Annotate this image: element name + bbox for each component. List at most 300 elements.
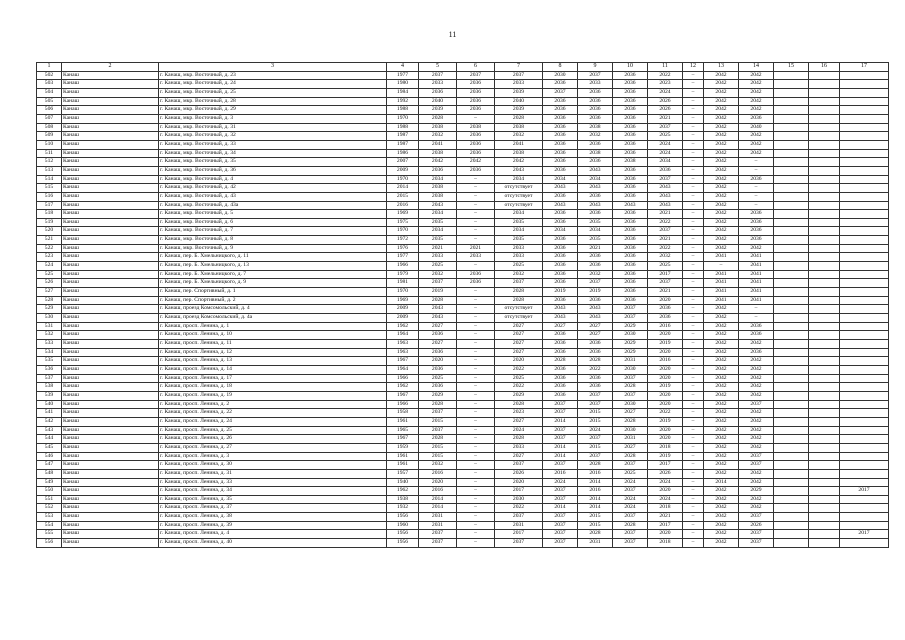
cell-col-3: г. Канаш, мкр. Восточный, д. 4 [159,175,387,184]
cell-col-2: Канаш [62,218,159,227]
cell-col-14: 2041 [739,270,774,279]
cell-col-10: 2036 [613,227,648,236]
table-row [37,80,889,89]
cell-col-11: 2017 [648,270,683,279]
header-cell-9: 9 [578,63,613,72]
cell-col-4: 1969 [387,210,419,219]
cell-col-17 [840,305,889,314]
cell-col-10: 2036 [613,132,648,141]
cell-col-2: Канаш [62,357,159,366]
cell-col-1: 547 [37,461,62,470]
cell-col-12: – [683,391,704,400]
cell-col-14: 2042 [739,140,774,149]
cell-col-13: 2042 [704,409,739,418]
cell-col-10: 2028 [613,521,648,530]
cell-col-7: отсутствует [495,305,543,314]
cell-col-3: г. Канаш, просп. Ленина, д. 35 [159,495,387,504]
cell-col-15 [774,296,809,305]
cell-col-16 [809,426,840,435]
cell-col-7: 2027 [495,331,543,340]
cell-col-14: – [739,314,774,323]
cell-col-9: 2036 [578,296,613,305]
cell-col-11: 2020 [648,530,683,539]
cell-col-11: 2019 [648,417,683,426]
cell-col-12: – [683,452,704,461]
cell-col-11: 2018 [648,504,683,513]
cell-col-3: г. Канаш, просп. Ленина, д. 17 [159,374,387,383]
cell-col-7: 2038 [495,149,543,158]
cell-col-15 [774,270,809,279]
cell-col-1: 524 [37,262,62,271]
cell-col-4: 1962 [387,487,419,496]
cell-col-15 [774,426,809,435]
cell-col-2: Канаш [62,71,159,80]
cell-col-4: 1969 [387,296,419,305]
cell-col-12: – [683,132,704,141]
cell-col-3: г. Канаш, пер. Б. Хмельницкого, д. 7 [159,270,387,279]
cell-col-15 [774,452,809,461]
cell-col-1: 506 [37,106,62,115]
cell-col-9: 2022 [578,365,613,374]
cell-col-14: 2037 [739,530,774,539]
cell-col-9: 2021 [578,244,613,253]
cell-col-7: 2025 [495,262,543,271]
cell-col-1: 528 [37,296,62,305]
cell-col-8: 2030 [543,71,578,80]
cell-col-17 [840,469,889,478]
cell-col-14: 2042 [739,435,774,444]
cell-col-3: г. Канаш, пер. Б. Хмельницкого, д. 11 [159,253,387,262]
cell-col-1: 514 [37,175,62,184]
cell-col-17 [840,452,889,461]
cell-col-9: 2043 [578,166,613,175]
cell-col-4: 1979 [387,270,419,279]
cell-col-13: 2041 [704,253,739,262]
cell-col-6: – [457,374,495,383]
cell-col-1: 555 [37,530,62,539]
cell-col-16 [809,340,840,349]
cell-col-10: 2030 [613,331,648,340]
cell-col-1: 531 [37,322,62,331]
cell-col-14: 2041 [739,279,774,288]
cell-col-16 [809,383,840,392]
cell-col-13: 2042 [704,132,739,141]
cell-col-6: – [457,331,495,340]
table-row [37,521,889,530]
cell-col-6: – [457,192,495,201]
cell-col-16 [809,331,840,340]
cell-col-5: 2027 [419,340,457,349]
cell-col-14: 2041 [739,253,774,262]
cell-col-9: 2015 [578,513,613,522]
cell-col-7: 2020 [495,478,543,487]
cell-col-6: 2036 [457,106,495,115]
cell-col-11: 2022 [648,71,683,80]
cell-col-9: 2036 [578,383,613,392]
cell-col-6: 2042 [457,158,495,167]
cell-col-17 [840,513,889,522]
cell-col-15 [774,175,809,184]
cell-col-17 [840,71,889,80]
cell-col-2: Канаш [62,478,159,487]
cell-col-17 [840,504,889,513]
cell-col-11: 2024 [648,495,683,504]
cell-col-8: 2036 [543,80,578,89]
cell-col-1: 519 [37,218,62,227]
cell-col-9: 2028 [578,357,613,366]
cell-col-17 [840,80,889,89]
cell-col-9: 2038 [578,123,613,132]
cell-col-3: г. Канаш, просп. Ленина, д. 24 [159,417,387,426]
cell-col-6: – [457,391,495,400]
cell-col-11: 2022 [648,218,683,227]
cell-col-7: 2033 [495,80,543,89]
cell-col-13: 2042 [704,539,739,548]
cell-col-15 [774,443,809,452]
cell-col-13: 2042 [704,236,739,245]
cell-col-15 [774,166,809,175]
cell-col-15 [774,201,809,210]
cell-col-15 [774,461,809,470]
cell-col-17 [840,244,889,253]
cell-col-9: 2037 [578,279,613,288]
table-row [37,314,889,323]
cell-col-15 [774,504,809,513]
cell-col-5: 2038 [419,123,457,132]
cell-col-12: – [683,114,704,123]
cell-col-1: 545 [37,443,62,452]
cell-col-13: 2042 [704,80,739,89]
cell-col-10: 2036 [613,123,648,132]
cell-col-4: 1956 [387,530,419,539]
cell-col-10: 2036 [613,210,648,219]
cell-col-6: – [457,175,495,184]
cell-col-16 [809,296,840,305]
cell-col-3: г. Канаш, просп. Ленина, д. 25 [159,426,387,435]
cell-col-9: 2036 [578,374,613,383]
cell-col-2: Канаш [62,391,159,400]
cell-col-8: 2037 [543,487,578,496]
cell-col-15 [774,305,809,314]
cell-col-17 [840,158,889,167]
cell-col-3: г. Канаш, пер. Спортивный, д. 1 [159,288,387,297]
cell-col-9: 2036 [578,97,613,106]
cell-col-3: г. Канаш, пер. Б. Хмельницкого, д. 13 [159,262,387,271]
table-row [37,201,889,210]
cell-col-6: – [457,210,495,219]
cell-col-4: 1956 [387,539,419,548]
cell-col-11: 2025 [648,262,683,271]
cell-col-14: 2041 [739,262,774,271]
cell-col-16 [809,123,840,132]
cell-col-11: 2021 [648,288,683,297]
cell-col-16 [809,487,840,496]
cell-col-15 [774,340,809,349]
cell-col-12: – [683,374,704,383]
cell-col-15 [774,244,809,253]
cell-col-6: 2037 [457,71,495,80]
cell-col-17 [840,88,889,97]
cell-col-17 [840,495,889,504]
table-row [37,88,889,97]
cell-col-6: – [457,487,495,496]
cell-col-16 [809,391,840,400]
cell-col-1: 522 [37,244,62,253]
cell-col-2: Канаш [62,314,159,323]
cell-col-1: 533 [37,340,62,349]
cell-col-7: 2028 [495,288,543,297]
cell-col-7: 2035 [495,236,543,245]
cell-col-4: 1956 [387,513,419,522]
cell-col-2: Канаш [62,253,159,262]
cell-col-15 [774,409,809,418]
cell-col-11: 2026 [648,469,683,478]
cell-col-14: 2036 [739,175,774,184]
cell-col-15 [774,218,809,227]
cell-col-17 [840,521,889,530]
cell-col-1: 539 [37,391,62,400]
cell-col-7: 2028 [495,400,543,409]
cell-col-14: 2042 [739,365,774,374]
table-row [37,253,889,262]
cell-col-12: – [683,244,704,253]
cell-col-9: 2034 [578,227,613,236]
cell-col-12: – [683,417,704,426]
cell-col-17 [840,340,889,349]
cell-col-6: – [457,521,495,530]
cell-col-5: 2034 [419,175,457,184]
cell-col-3: г. Канаш, просп. Ленина, д. 12 [159,348,387,357]
cell-col-1: 554 [37,521,62,530]
cell-col-9: 2027 [578,322,613,331]
cell-col-9: 2016 [578,487,613,496]
table-row [37,331,889,340]
cell-col-13: 2042 [704,71,739,80]
cell-col-17 [840,97,889,106]
cell-col-10: 2036 [613,88,648,97]
cell-col-17 [840,374,889,383]
cell-col-13: 2042 [704,461,739,470]
cell-col-4: 1966 [387,374,419,383]
cell-col-2: Канаш [62,487,159,496]
cell-col-11: 2020 [648,374,683,383]
cell-col-4: 1959 [387,443,419,452]
cell-col-5: 2036 [419,348,457,357]
cell-col-6: 2033 [457,253,495,262]
cell-col-10: 2036 [613,80,648,89]
cell-col-13: 2042 [704,530,739,539]
header-cell-6: 6 [457,63,495,72]
cell-col-9: 2036 [578,114,613,123]
cell-col-12: – [683,175,704,184]
cell-col-13: 2042 [704,201,739,210]
cell-col-9: 2038 [578,149,613,158]
cell-col-5: 2043 [419,314,457,323]
cell-col-3: г. Канаш, пер. Б. Хмельницкого, д. 9 [159,279,387,288]
cell-col-8: 2043 [543,184,578,193]
cell-col-10: 2036 [613,71,648,80]
cell-col-6: – [457,322,495,331]
cell-col-8: 2036 [543,262,578,271]
cell-col-14: 2026 [739,521,774,530]
cell-col-12: – [683,504,704,513]
cell-col-12: – [683,236,704,245]
cell-col-5: 2028 [419,114,457,123]
cell-col-10: 2037 [613,461,648,470]
cell-col-15 [774,97,809,106]
table-row [37,123,889,132]
cell-col-15 [774,539,809,548]
cell-col-4: 1957 [387,469,419,478]
cell-col-8: 2024 [543,478,578,487]
cell-col-9: 2032 [578,270,613,279]
cell-col-12: – [683,521,704,530]
cell-col-10: 2031 [613,357,648,366]
cell-col-8: 2036 [543,340,578,349]
table-row [37,322,889,331]
cell-col-5: 2038 [419,192,457,201]
table-row [37,158,889,167]
cell-col-2: Канаш [62,262,159,271]
cell-col-14: 2042 [739,383,774,392]
cell-col-16 [809,106,840,115]
cell-col-3: г. Канаш, мкр. Восточный, д. 8 [159,236,387,245]
cell-col-12: – [683,158,704,167]
cell-col-2: Канаш [62,417,159,426]
cell-col-16 [809,461,840,470]
cell-col-10: 2029 [613,322,648,331]
cell-col-12: – [683,348,704,357]
cell-col-10: 2037 [613,487,648,496]
cell-col-3: г. Канаш, просп. Ленина, д. 3 [159,452,387,461]
cell-col-15 [774,106,809,115]
cell-col-9: 2036 [578,348,613,357]
cell-col-15 [774,192,809,201]
cell-col-14: 2042 [739,132,774,141]
cell-col-9: 2028 [578,530,613,539]
cell-col-15 [774,253,809,262]
cell-col-4: 1972 [387,236,419,245]
cell-col-10: 2036 [613,262,648,271]
cell-col-9: 2032 [578,132,613,141]
cell-col-10: 2030 [613,400,648,409]
cell-col-5: 2019 [419,288,457,297]
cell-col-10: 2036 [613,288,648,297]
cell-col-8: 2036 [543,140,578,149]
cell-col-3: г. Канаш, просп. Ленина, д. 1 [159,322,387,331]
cell-col-16 [809,452,840,461]
cell-col-16 [809,132,840,141]
cell-col-13: 2042 [704,244,739,253]
cell-col-6: 2036 [457,270,495,279]
cell-col-8: 2036 [543,270,578,279]
cell-col-17 [840,357,889,366]
cell-col-8: 2037 [543,521,578,530]
cell-col-9: 2036 [578,192,613,201]
cell-col-4: 1967 [387,435,419,444]
cell-col-12: – [683,461,704,470]
cell-col-15 [774,262,809,271]
cell-col-3: г. Канаш, мкр. Восточный, д. 24 [159,80,387,89]
cell-col-6: – [457,409,495,418]
cell-col-2: Канаш [62,279,159,288]
cell-col-11: 2021 [648,210,683,219]
cell-col-10: 2029 [613,340,648,349]
cell-col-13: 2042 [704,97,739,106]
cell-col-12: – [683,539,704,548]
cell-col-6: 2021 [457,244,495,253]
cell-col-5: 2028 [419,296,457,305]
cell-col-16 [809,140,840,149]
cell-col-14: 2042 [739,391,774,400]
cell-col-7: 2028 [495,114,543,123]
table-row [37,435,889,444]
cell-col-2: Канаш [62,201,159,210]
cell-col-9: 2043 [578,305,613,314]
cell-col-8: 2036 [543,132,578,141]
cell-col-1: 546 [37,452,62,461]
cell-col-10: 2028 [613,452,648,461]
cell-col-6: 2036 [457,279,495,288]
cell-col-4: 1964 [387,365,419,374]
cell-col-16 [809,227,840,236]
cell-col-6: 2036 [457,149,495,158]
cell-col-15 [774,348,809,357]
cell-col-4: 1970 [387,114,419,123]
cell-col-11: 2024 [648,149,683,158]
cell-col-4: 2015 [387,192,419,201]
cell-col-13: 2041 [704,296,739,305]
cell-col-1: 507 [37,114,62,123]
table-row [37,365,889,374]
cell-col-1: 556 [37,539,62,548]
cell-col-4: 1981 [387,279,419,288]
cell-col-10: 2025 [613,469,648,478]
cell-col-1: 551 [37,495,62,504]
cell-col-5: 2031 [419,513,457,522]
cell-col-12: – [683,305,704,314]
cell-col-4: 1975 [387,218,419,227]
cell-col-5: 2032 [419,270,457,279]
cell-col-12: – [683,80,704,89]
cell-col-17 [840,435,889,444]
cell-col-7: 2034 [495,227,543,236]
cell-col-11: 2034 [648,158,683,167]
cell-col-2: Канаш [62,426,159,435]
cell-col-14: 2037 [739,461,774,470]
cell-col-17 [840,184,889,193]
cell-col-10: 2036 [613,236,648,245]
cell-col-3: г. Канаш, просп. Ленина, д. 27 [159,443,387,452]
cell-col-14: 2036 [739,348,774,357]
cell-col-13: 2041 [704,279,739,288]
cell-col-10: 2037 [613,513,648,522]
cell-col-6: – [457,184,495,193]
cell-col-14: 2042 [739,149,774,158]
cell-col-10: 2036 [613,184,648,193]
table-row [37,478,889,487]
cell-col-13: 2042 [704,521,739,530]
table-row [37,513,889,522]
table-row [37,227,889,236]
cell-col-1: 553 [37,513,62,522]
cell-col-8: 2014 [543,417,578,426]
cell-col-1: 552 [37,504,62,513]
cell-col-15 [774,469,809,478]
cell-col-6: – [457,201,495,210]
cell-col-3: г. Канаш, мкр. Восточный, д. 34 [159,149,387,158]
cell-col-2: Канаш [62,461,159,470]
